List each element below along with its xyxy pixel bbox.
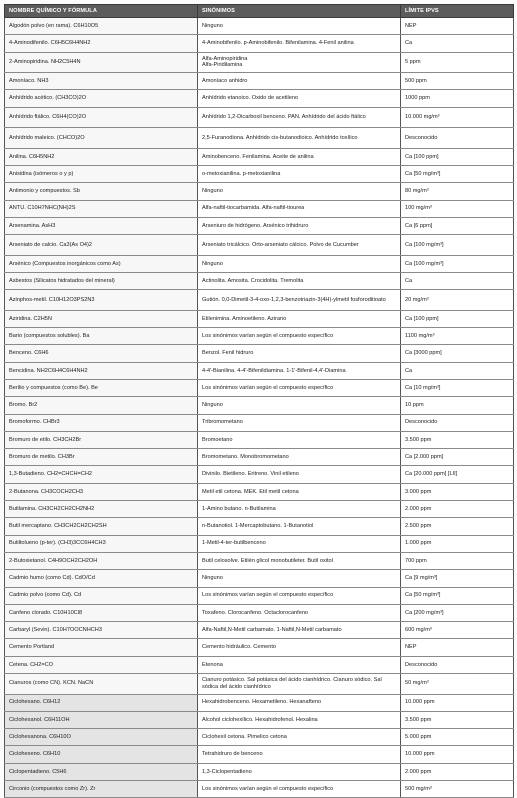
synonyms-cell: 1-Amino butano. n-Butilamina: [198, 501, 401, 518]
ipvs-limit-cell: Ca: [401, 272, 514, 289]
chemical-name-cell: Butil mercaptano. CH3CH2CH2CH2SH: [5, 518, 198, 535]
ipvs-limit-cell: Ca [100 mg/m³]: [401, 235, 514, 256]
synonyms-cell: 1,3-Ciclopentadieno: [198, 763, 401, 780]
synonyms-cell: 1-Metil-4-ter-butilbenceno: [198, 535, 401, 552]
ipvs-limit-cell: 10.000 ppm: [401, 746, 514, 763]
ipvs-limit-cell: Ca [200 mg/m³]: [401, 604, 514, 621]
ipvs-limit-cell: 1.000 ppm: [401, 535, 514, 552]
ipvs-limit-cell: 3.000 ppm: [401, 483, 514, 500]
ipvs-limit-cell: 3.500 ppm: [401, 711, 514, 728]
table-row: [5, 763, 514, 780]
header-chemical-name: NOMBRE QUÍMICO Y FÓRMULA: [5, 5, 198, 18]
ipvs-limit-cell: 100 mg/m³: [401, 200, 514, 217]
synonyms-cell: Gutión. 0,0-Dimetil-3-4-oxo-1,2,3-benzotriazin-3(4H)-ylmetil fosforoditioato: [198, 290, 401, 311]
synonyms-cell: Ninguno: [198, 183, 401, 200]
synonyms-cell: Ninguno: [198, 397, 401, 414]
ipvs-limit-cell: Ca [100 ppm]: [401, 310, 514, 327]
table-row: [5, 328, 514, 345]
table-row: [5, 217, 514, 234]
synonyms-cell: Los sinónimos varían según el compuesto específico: [198, 328, 401, 345]
table-row: [5, 570, 514, 587]
synonyms-cell: Bromometano. Monobromometano: [198, 449, 401, 466]
chemical-name-cell: Arsenamina. AsH3: [5, 217, 198, 234]
table-row: [5, 362, 514, 379]
synonyms-cell: Los sinónimos varían según el compuesto específico: [198, 780, 401, 797]
ipvs-limit-cell: 5.000 ppm: [401, 729, 514, 746]
ipvs-limit-cell: 20 mg/m³: [401, 290, 514, 311]
ipvs-limit-cell: 10.000 mg/m³: [401, 107, 514, 128]
chemical-name-cell: Ciclohexanona. C6H10O: [5, 729, 198, 746]
table-row: [5, 52, 514, 73]
ipvs-limit-cell: Ca [6 ppm]: [401, 217, 514, 234]
chemical-name-cell: Aziridina. C2H5N: [5, 310, 198, 327]
ipvs-limit-cell: 2.000 ppm: [401, 501, 514, 518]
ipvs-limit-cell: Ca [50 mg/m³]: [401, 165, 514, 182]
chemical-name-cell: Butiltolueno (p-ter). (CH3)3CC6H4CH3: [5, 535, 198, 552]
table-row: [5, 107, 514, 128]
synonyms-cell: Ninguno: [198, 18, 401, 35]
ipvs-limit-cell: 700 ppm: [401, 552, 514, 569]
ipvs-limit-cell: 500 ppm: [401, 73, 514, 90]
table-row: [5, 694, 514, 711]
table-row: [5, 200, 514, 217]
synonyms-cell: Alfa-Aminopiridina Alfa-Piridilamina: [198, 52, 401, 73]
table-row: [5, 148, 514, 165]
chemical-name-cell: Azinphos-metil. C10H12O3PS2N3: [5, 290, 198, 311]
table-row: [5, 656, 514, 673]
ipvs-limit-cell: Ca [2.000 ppm]: [401, 449, 514, 466]
ipvs-limit-cell: 2.000 ppm: [401, 763, 514, 780]
chemical-name-cell: Canfeno clorado. C10H10Cl8: [5, 604, 198, 621]
chemical-name-cell: Cadmio humo (como Cd). CdO/Cd: [5, 570, 198, 587]
ipvs-limit-cell: NEP: [401, 639, 514, 656]
table-row: [5, 729, 514, 746]
synonyms-cell: Toxafeno. Clorocanfeno. Octaclorocanfeno: [198, 604, 401, 621]
synonyms-cell: Alfa-naftil-tiocarbamida. Alfa-naftil-tiourea: [198, 200, 401, 217]
table-row: [5, 128, 514, 149]
table-row: [5, 379, 514, 396]
ipvs-limit-cell: 1000 ppm: [401, 90, 514, 107]
table-row: [5, 552, 514, 569]
table-row: [5, 622, 514, 639]
table-row: [5, 535, 514, 552]
table-row: [5, 165, 514, 182]
ipvs-limit-cell: 50 mg/m³: [401, 674, 514, 695]
table-row: [5, 466, 514, 483]
chemical-name-cell: Bario (compuestos solubles). Ba: [5, 328, 198, 345]
table-row: [5, 310, 514, 327]
ipvs-limit-cell: Ca: [401, 35, 514, 52]
chemical-name-cell: Bromo. Br2: [5, 397, 198, 414]
chemical-name-cell: Cadmio polvo (como Cd). Cd: [5, 587, 198, 604]
ipvs-limit-cell: 2.500 ppm: [401, 518, 514, 535]
table-row: [5, 483, 514, 500]
ipvs-limit-cell: 600 mg/m³: [401, 622, 514, 639]
synonyms-cell: 4-Aminobifenilo. p-Aminobifenilo. Bifenilamina. 4-Fenil anilina: [198, 35, 401, 52]
chemical-name-cell: Algodón polvo (en rama). C6H10O5: [5, 18, 198, 35]
chemical-limits-table: [4, 4, 514, 798]
table-row: [5, 272, 514, 289]
synonyms-cell: Amoníaco anhidro: [198, 73, 401, 90]
ipvs-limit-cell: 500 mg/m³: [401, 780, 514, 797]
chemical-name-cell: Berilio y compuestos (como Be). Be: [5, 379, 198, 396]
chemical-name-cell: Anilina. C6H5NH2: [5, 148, 198, 165]
synonyms-cell: Ninguno: [198, 255, 401, 272]
chemical-name-cell: Anhídrido acético. (CH3CO)2O: [5, 90, 198, 107]
chemical-name-cell: Arsénico (Compuestos inorgánicos como As): [5, 255, 198, 272]
synonyms-cell: Alfa-Naftil,N-Metil carbamato. 1-Naftil,N-Metil carbamato: [198, 622, 401, 639]
synonyms-cell: Cianuro potásico. Sal potásica del ácido cianhídrico. Cianuro sódico. Sal sódica del ácido cianhídrico: [198, 674, 401, 695]
synonyms-cell: 2,5-Furanodiona. Anhídrido cis-butanodioico. Anhídrido toxílico: [198, 128, 401, 149]
chemical-name-cell: Bromuro de etilo. CH3CH2Br: [5, 431, 198, 448]
chemical-name-cell: Amoníaco. NH3: [5, 73, 198, 90]
synonyms-cell: Divinilo. Bietileno. Eritreno. Vinil etileno: [198, 466, 401, 483]
chemical-name-cell: Anhídrido maleico. (CHCO)2O: [5, 128, 198, 149]
chemical-name-cell: Circonio (compuestos como Zr). Zr: [5, 780, 198, 797]
header-synonyms: SINÓNIMOS: [198, 5, 401, 18]
synonyms-cell: Metil etil cetona. MEK. Etil metil cetona: [198, 483, 401, 500]
chemical-name-cell: Cemento Portland: [5, 639, 198, 656]
table-row: [5, 501, 514, 518]
ipvs-limit-cell: 3.500 ppm: [401, 431, 514, 448]
table-row: [5, 518, 514, 535]
ipvs-limit-cell: Ca: [401, 362, 514, 379]
ipvs-limit-cell: 10.000 ppm: [401, 694, 514, 711]
ipvs-limit-cell: Ca [9 mg/m³]: [401, 570, 514, 587]
synonyms-cell: Alcohol ciclohexílico. Hexahidrofenol. Hexalina: [198, 711, 401, 728]
synonyms-cell: Actinolita. Amosita. Crocidolita. Tremolita: [198, 272, 401, 289]
table-row: [5, 604, 514, 621]
synonyms-cell: Hexahidrobenceno. Hexametileno. Hexanafteno: [198, 694, 401, 711]
synonyms-cell: Los sinónimos varían según el compuesto específico: [198, 379, 401, 396]
synonyms-cell: Arseniuro de hidrógeno. Arsénico trihidruro: [198, 217, 401, 234]
ipvs-limit-cell: 10 ppm: [401, 397, 514, 414]
table-row: [5, 18, 514, 35]
chemical-name-cell: Butilamina. CH3CH2CH2CH2NH2: [5, 501, 198, 518]
chemical-name-cell: Ciclohexeno. C6H10: [5, 746, 198, 763]
table-row: [5, 780, 514, 797]
chemical-name-cell: Cianuros (como CN). KCN. NaCN: [5, 674, 198, 695]
ipvs-limit-cell: Ca [20.000 ppm] [LII]: [401, 466, 514, 483]
table-row: [5, 449, 514, 466]
ipvs-limit-cell: Desconocido: [401, 656, 514, 673]
ipvs-limit-cell: Ca [3000 ppm]: [401, 345, 514, 362]
chemical-name-cell: Asbestos (Silicatos hidratados del mineral): [5, 272, 198, 289]
chemical-name-cell: Bencidina. NH2C6H4C6H4NH2: [5, 362, 198, 379]
ipvs-limit-cell: 80 mg/m³: [401, 183, 514, 200]
table-row: [5, 746, 514, 763]
chemical-name-cell: Bromoformo. CHBr3: [5, 414, 198, 431]
ipvs-limit-cell: Ca [10 mg/m³]: [401, 379, 514, 396]
chemical-name-cell: 2-Aminopiridina. NH2C5H4N: [5, 52, 198, 73]
ipvs-limit-cell: Desconocido: [401, 128, 514, 149]
synonyms-cell: n-Butanotiol. 1-Mercaptobutano. 1-Butanotiol: [198, 518, 401, 535]
synonyms-cell: Butil celosolve. Etilén glicol monobutileter. Butil oxitol: [198, 552, 401, 569]
ipvs-limit-cell: NEP: [401, 18, 514, 35]
table-row: [5, 73, 514, 90]
synonyms-cell: Ninguno: [198, 570, 401, 587]
chemical-name-cell: Arseniato de calcio. Ca3(As O4)2: [5, 235, 198, 256]
synonyms-cell: Arseniato tricálcico. Orto-arseniato cálcico. Polvo de Cucumber: [198, 235, 401, 256]
synonyms-cell: Tribromometano: [198, 414, 401, 431]
chemical-name-cell: Ciclopentadieno. C5H6: [5, 763, 198, 780]
synonyms-cell: Anhídrido etanoico. Oxido de acetileno: [198, 90, 401, 107]
table-row: [5, 414, 514, 431]
chemical-name-cell: 2-Butoxietanol. C4H9OCH2CH2OH: [5, 552, 198, 569]
table-row: [5, 397, 514, 414]
table-row: [5, 90, 514, 107]
chemical-name-cell: Antimonio y compuestos. Sb: [5, 183, 198, 200]
chemical-name-cell: Carbaryl (Sevin). C10H7OOCNHCH3: [5, 622, 198, 639]
table-header-row: [5, 5, 514, 18]
ipvs-limit-cell: Desconocido: [401, 414, 514, 431]
table-row: [5, 345, 514, 362]
chemical-name-cell: 4-Aminodifenilo. C6H5C6H4NH2: [5, 35, 198, 52]
synonyms-cell: Etenona: [198, 656, 401, 673]
chemical-name-cell: Benceno. C6H6: [5, 345, 198, 362]
synonyms-cell: Los sinónimos varían según el compuesto específico: [198, 587, 401, 604]
synonyms-cell: Ciclohexil cetona. Pimelico cetona: [198, 729, 401, 746]
chemical-name-cell: Bromuro de metilo. CH3Br: [5, 449, 198, 466]
chemical-name-cell: Anhídrido ftálico. C6H4(CO)2O: [5, 107, 198, 128]
synonyms-cell: Benzol. Fenil hidruro: [198, 345, 401, 362]
ipvs-limit-cell: Ca [100 ppm]: [401, 148, 514, 165]
table-row: [5, 674, 514, 695]
ipvs-limit-cell: 5 ppm: [401, 52, 514, 73]
ipvs-limit-cell: Ca [100 mg/m³]: [401, 255, 514, 272]
synonyms-cell: Etilenimina. Aminoetileno. Azirano: [198, 310, 401, 327]
synonyms-cell: o-metoxianilina. p-metoxianilina: [198, 165, 401, 182]
chemical-name-cell: Ciclohexanol. C6H11OH: [5, 711, 198, 728]
ipvs-limit-cell: Ca [50 mg/m³]: [401, 587, 514, 604]
synonyms-cell: Cemento hidráulico. Cemento: [198, 639, 401, 656]
chemical-name-cell: 1,3-Butadieno. CH2=CHCH=CH2: [5, 466, 198, 483]
table-row: [5, 235, 514, 256]
ipvs-limit-cell: 1100 mg/m³: [401, 328, 514, 345]
table-row: [5, 431, 514, 448]
table-row: [5, 255, 514, 272]
table-row: [5, 35, 514, 52]
chemical-name-cell: Anisidina (isómeros o y p): [5, 165, 198, 182]
table-row: [5, 587, 514, 604]
chemical-name-cell: ANTU. C10H7NHC(NH)2S: [5, 200, 198, 217]
synonyms-cell: Anhídrido 1,2-Dicarboxil benceno. PAN. Anhídrido del ácido ftálico: [198, 107, 401, 128]
chemical-name-cell: Cetena. CH2=CO: [5, 656, 198, 673]
table-row: [5, 639, 514, 656]
synonyms-cell: Bromoetano: [198, 431, 401, 448]
table-row: [5, 183, 514, 200]
synonyms-cell: Tetrahidruro de benceno: [198, 746, 401, 763]
synonyms-cell: Aminobenceno. Fenilamina. Aceite de anilina: [198, 148, 401, 165]
chemical-name-cell: Ciclohexano. C6H12: [5, 694, 198, 711]
synonyms-cell: 4-4'-Bianilina. 4-4'-Bifenildiamina. 1-1'-Bifenil-4,4'-Diamina: [198, 362, 401, 379]
header-ipvs-limit: LÍMITE IPVS: [401, 5, 514, 18]
table-row: [5, 711, 514, 728]
chemical-name-cell: 2-Butanona. CH3COCH2CH3: [5, 483, 198, 500]
table-row: [5, 290, 514, 311]
